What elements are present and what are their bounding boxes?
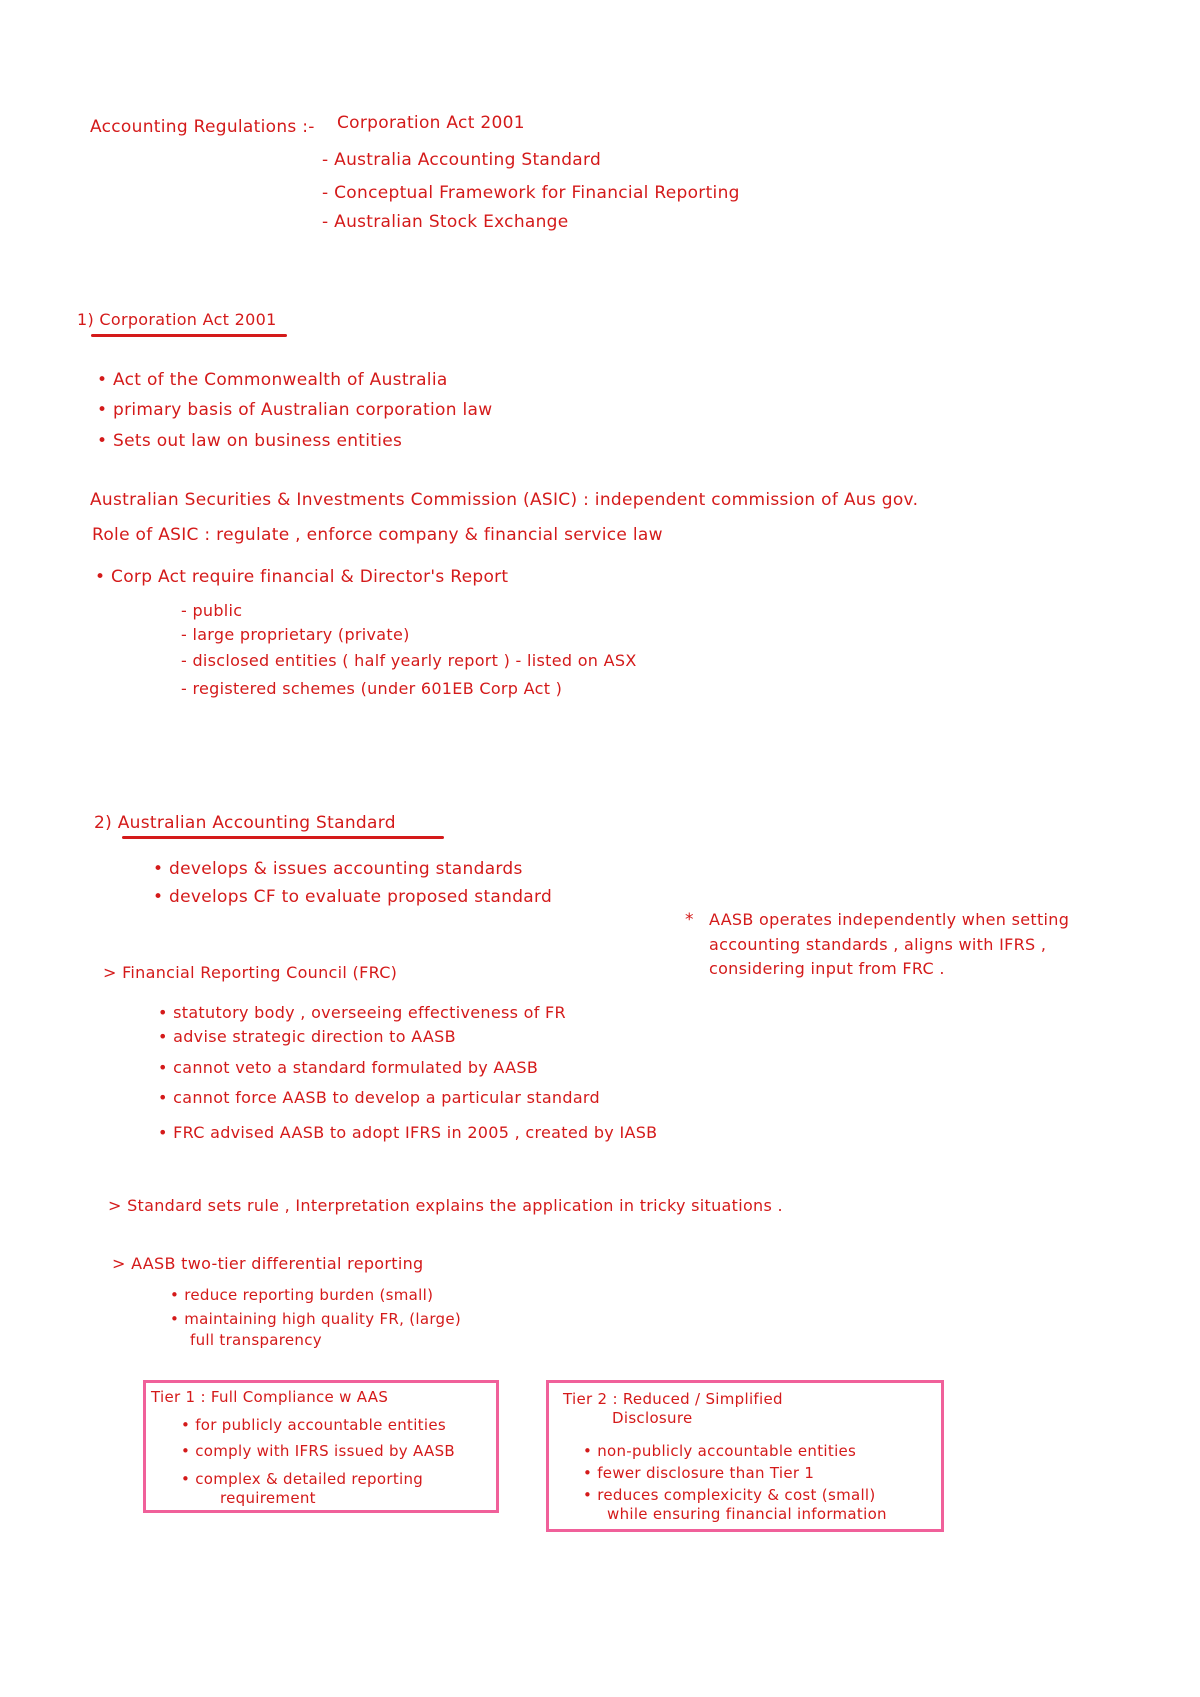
reports-item-registered-schemes: - registered schemes (under 601EB Corp Act ) <box>181 679 563 698</box>
section1-bullet: • Act of the Commonwealth of Australia <box>97 370 448 390</box>
tier1-continuation: requirement <box>220 1489 316 1507</box>
section2-bullet: • develops & issues accounting standards <box>153 859 523 879</box>
frc-heading: > Financial Reporting Council (FRC) <box>103 963 398 982</box>
two-tier-bullet: • reduce reporting burden (small) <box>170 1286 434 1304</box>
frc-bullet: • cannot veto a standard formulated by AASB <box>158 1058 539 1077</box>
frc-bullet: • FRC advised AASB to adopt IFRS in 2005 , created by IASB <box>158 1123 658 1142</box>
asic-role: Role of ASIC : regulate , enforce company & financial service law <box>92 525 663 545</box>
overview-item-corporation-act: Corporation Act 2001 <box>337 113 525 133</box>
frc-bullet: • cannot force AASB to develop a particular standard <box>158 1088 600 1107</box>
tier2-bullet: • fewer disclosure than Tier 1 <box>583 1464 815 1482</box>
asic-definition: Australian Securities & Investments Commission (ASIC) : independent commission of Aus gov. <box>90 490 919 510</box>
section2-bullet: • develops CF to evaluate proposed standard <box>153 887 553 907</box>
tier2-title-continuation: Disclosure <box>612 1409 693 1427</box>
two-tier-continuation: full transparency <box>190 1331 322 1349</box>
reports-item-public: - public <box>181 601 243 620</box>
tier1-title: Tier 1 : Full Compliance w AAS <box>151 1388 389 1406</box>
reports-item-disclosed-entities: - disclosed entities ( half yearly report ) - listed on ASX <box>181 651 637 670</box>
overview-item-aas: - Australia Accounting Standard <box>322 150 602 170</box>
two-tier-heading: > AASB two-tier differential reporting <box>112 1254 424 1273</box>
section1-heading: 1) Corporation Act 2001 <box>77 310 277 329</box>
reports-lead: • Corp Act require financial & Director's Report <box>95 567 509 587</box>
tier1-bullet: • for publicly accountable entities <box>181 1416 446 1434</box>
overview-item-conceptual-framework: - Conceptual Framework for Financial Reporting <box>322 183 740 203</box>
tier2-title: Tier 2 : Reduced / Simplified <box>563 1390 783 1408</box>
two-tier-bullet: • maintaining high quality FR, (large) <box>170 1310 462 1328</box>
standard-vs-interpretation: > Standard sets rule , Interpretation explains the application in tricky situations . <box>108 1196 783 1215</box>
section2-heading-underline <box>122 836 444 839</box>
frc-bullet: • advise strategic direction to AASB <box>158 1027 456 1046</box>
reports-item-large-proprietary: - large proprietary (private) <box>181 625 410 644</box>
frc-bullet: • statutory body , overseeing effectiveness of FR <box>158 1003 566 1022</box>
tier1-bullet: • complex & detailed reporting <box>181 1470 424 1488</box>
note-star-icon: * <box>685 910 694 930</box>
note-line: AASB operates independently when setting <box>709 910 1070 929</box>
note-line: accounting standards , aligns with IFRS , <box>709 935 1047 954</box>
tier1-bullet: • comply with IFRS issued by AASB <box>181 1442 455 1460</box>
section1-bullet: • primary basis of Australian corporation law <box>97 400 493 420</box>
overview-title: Accounting Regulations :- <box>90 117 315 137</box>
section1-heading-underline <box>91 334 287 337</box>
overview-item-asx: - Australian Stock Exchange <box>322 212 569 232</box>
note-line: considering input from FRC . <box>709 959 945 978</box>
tier2-bullet: • reduces complexicity & cost (small) <box>583 1486 876 1504</box>
tier2-continuation: while ensuring financial information <box>607 1505 887 1523</box>
tier2-bullet: • non-publicly accountable entities <box>583 1442 857 1460</box>
section2-heading: 2) Australian Accounting Standard <box>94 813 396 833</box>
section1-bullet: • Sets out law on business entities <box>97 431 403 451</box>
